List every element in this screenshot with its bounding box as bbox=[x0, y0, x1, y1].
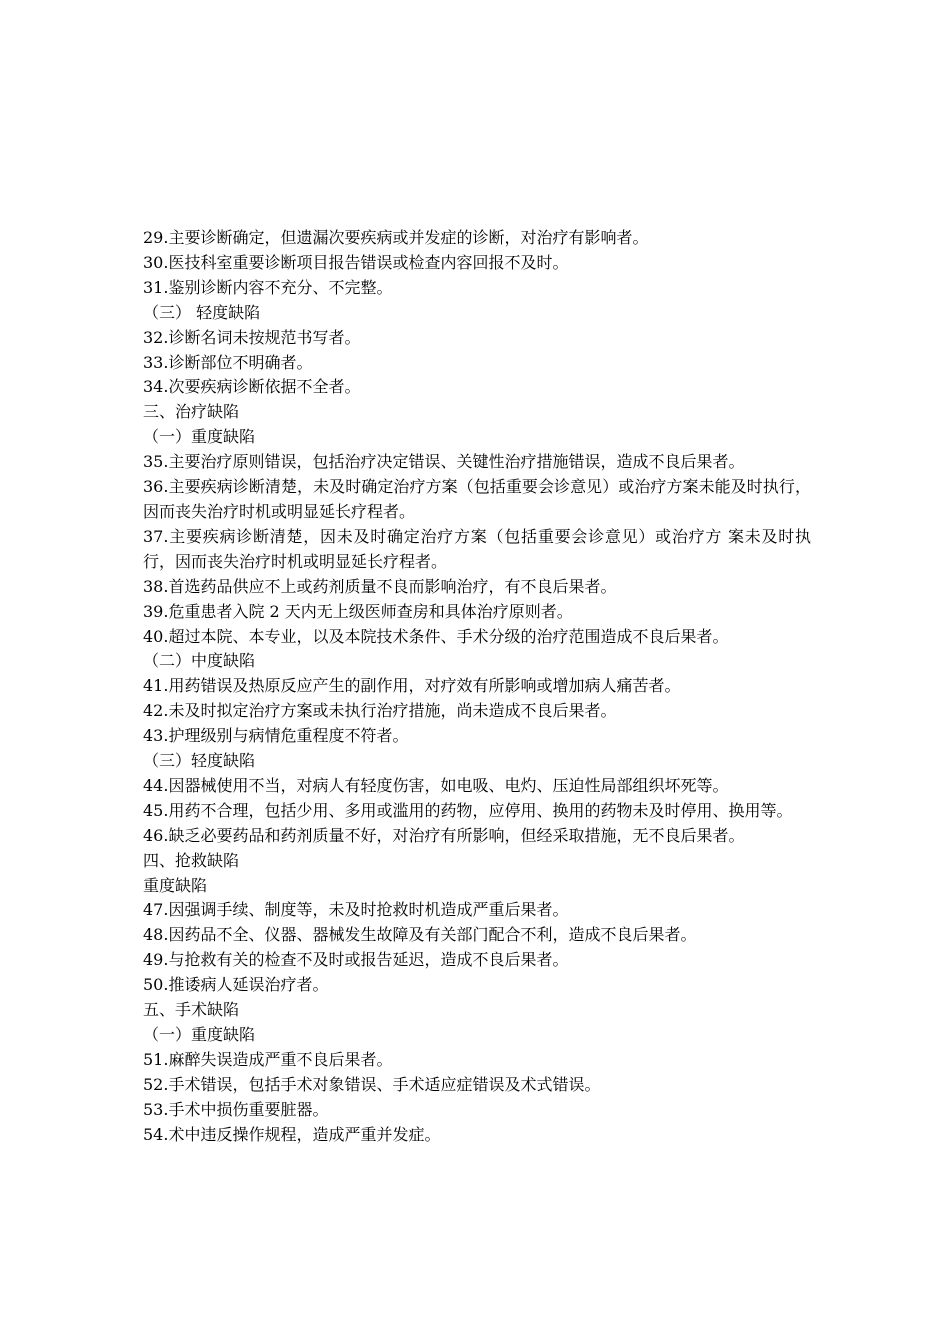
item-43: 43.护理级别与病情危重程度不符者。 bbox=[143, 726, 409, 746]
item-45: 45.用药不合理，包括少用、多用或滥用的药物，应停用、换用的药物未及时停用、换用等。 bbox=[143, 800, 793, 820]
subheading-severe-defects-rescue: 重度缺陷 bbox=[143, 875, 208, 895]
item-37: 37.主要疾病诊断清楚，因未及时确定治疗方案（包括重要会诊意见）或治疗方 案未及时执行，因而丧失治疗时机或明显延长疗程者。 bbox=[143, 526, 811, 571]
item-50: 50.推诿病人延误治疗者。 bbox=[143, 975, 329, 995]
item-39: 39.危重患者入院 2 天内无上级医师查房和具体治疗原则者。 bbox=[143, 601, 573, 621]
item-47: 47.因强调手续、制度等，未及时抢救时机造成严重后果者。 bbox=[143, 900, 569, 920]
subheading-severe-defects-surgery: （一）重度缺陷 bbox=[143, 1025, 256, 1044]
subheading-mild-defects-treatment: （三）轻度缺陷 bbox=[143, 751, 256, 771]
item-40: 40.超过本院、本专业，以及本院技术条件、手术分级的治疗范围造成不良后果者。 bbox=[143, 626, 729, 646]
item-54: 54.术中违反操作规程，造成严重并发症。 bbox=[143, 1124, 441, 1144]
section-heading-rescue-defects: 四、抢救缺陷 bbox=[143, 850, 240, 870]
item-44: 44.因器械使用不当，对病人有轻度伤害，如电吸、电灼、压迫性局部组织坏死等。 bbox=[143, 775, 729, 795]
item-42: 42.未及时拟定治疗方案或未执行治疗措施，尚未造成不良后果者。 bbox=[143, 701, 617, 721]
item-49: 49.与抢救有关的检查不及时或报告延迟，造成不良后果者。 bbox=[143, 950, 569, 970]
section-heading-surgery-defects: 五、手术缺陷 bbox=[143, 1000, 240, 1020]
item-35: 35.主要治疗原则错误，包括治疗决定错误、关键性治疗措施错误，造成不良后果者。 bbox=[143, 452, 745, 472]
item-34: 34.次要疾病诊断依据不全者。 bbox=[143, 377, 361, 397]
item-53: 53.手术中损伤重要脏器。 bbox=[143, 1099, 329, 1119]
item-52: 52.手术错误，包括手术对象错误、手术适应症错误及术式错误。 bbox=[143, 1074, 601, 1094]
subheading-severe-defects-treatment: （一）重度缺陷 bbox=[143, 427, 256, 447]
item-38: 38.首选药品供应不上或药剂质量不良而影响治疗，有不良后果者。 bbox=[143, 576, 617, 596]
item-29: 29.主要诊断确定，但遗漏次要疾病或并发症的诊断，对治疗有影响者。 bbox=[143, 228, 649, 247]
subheading-mild-defects-diagnosis: （三） 轻度缺陷 bbox=[143, 302, 261, 322]
item-46: 46.缺乏必要药品和药剂质量不好，对治疗有所影响，但经采取措施，无不良后果者。 bbox=[143, 825, 745, 845]
item-51: 51.麻醉失误造成严重不良后果者。 bbox=[143, 1049, 393, 1069]
section-heading-treatment-defects: 三、治疗缺陷 bbox=[143, 402, 240, 422]
item-36: 36.主要疾病诊断清楚，未及时确定治疗方案（包括重要会诊意见）或治疗方案未能及时执行，因而丧失治疗时机或明显延长疗程者。 bbox=[143, 477, 811, 521]
item-33: 33.诊断部位不明确者。 bbox=[143, 352, 313, 372]
item-31: 31.鉴别诊断内容不充分、不完整。 bbox=[143, 277, 393, 297]
item-30: 30.医技科室重要诊断项目报告错误或检查内容回报不及时。 bbox=[143, 252, 569, 272]
item-41: 41.用药错误及热原反应产生的副作用，对疗效有所影响或增加病人痛苦者。 bbox=[143, 676, 681, 696]
document-body bbox=[143, 226, 811, 1148]
subheading-moderate-defects-treatment: （二）中度缺陷 bbox=[143, 651, 256, 671]
item-32: 32.诊断名词未按规范书写者。 bbox=[143, 327, 361, 347]
item-48: 48.因药品不全、仪器、器械发生故障及有关部门配合不利，造成不良后果者。 bbox=[143, 925, 697, 945]
